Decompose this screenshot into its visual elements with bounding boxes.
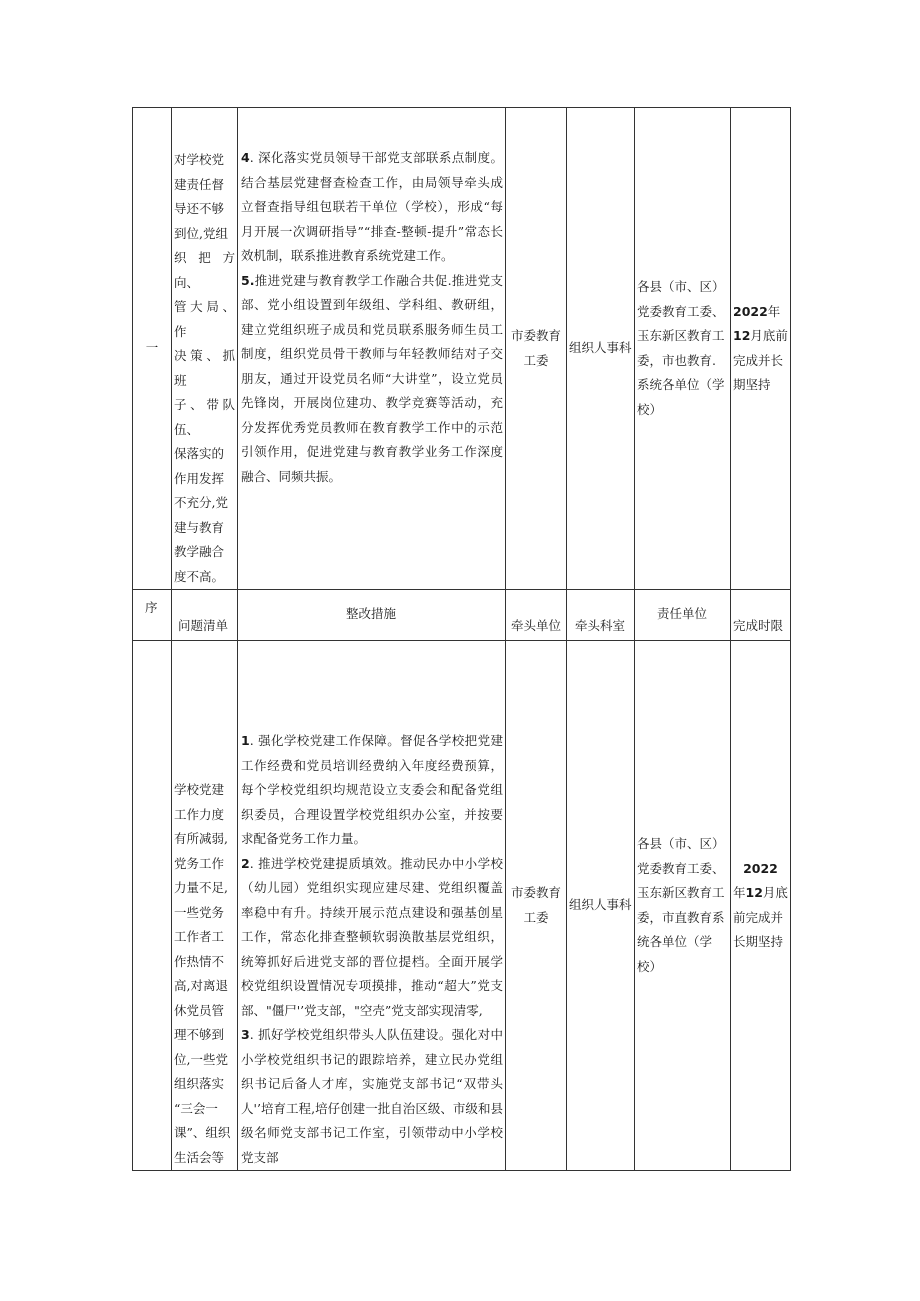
row1-responsible: 各县（市、区）党委教育工委、玉东新区教育工委，市也教育.系统各单位（学校） — [635, 108, 731, 590]
table-row — [133, 108, 791, 590]
row1-issue-line: 到位,党组 — [174, 225, 228, 241]
table-header-row — [133, 590, 791, 641]
row1-issue-line: 教学融合 — [174, 544, 225, 559]
row1-issue — [172, 108, 238, 590]
row2-issue-lines — [174, 778, 235, 1170]
row2-issue-line: 高,对离退 — [174, 978, 228, 993]
row2-issue-line: 课”、组织 — [174, 1125, 231, 1140]
row2-issue-line: 生活会等 — [174, 1149, 225, 1165]
row2-issue-line: 位,一些党 — [174, 1051, 228, 1067]
row1-issue-line: 建与教育 — [174, 519, 225, 535]
row1-issue-line: 管大局、作 — [174, 299, 235, 339]
row2-issue-line: 工作力度 — [174, 806, 225, 822]
header-issue: 问题清单 — [172, 590, 238, 641]
row2-issue-line: 党务工作 — [174, 855, 225, 871]
row2-issue-line: 一些党务 — [174, 904, 225, 920]
row2-issue-line: 休党员管 — [174, 1002, 225, 1018]
rectification-table — [132, 107, 791, 1171]
row1-measures — [238, 108, 506, 590]
row2-issue-line: 组织落实 — [174, 1076, 225, 1091]
row2-issue-line: 工作者工 — [174, 929, 225, 944]
row1-lead-section: 组织人事科 — [567, 108, 635, 590]
header-responsible: 责任单位 — [635, 590, 731, 641]
header-deadline: 完成时限 — [731, 590, 791, 641]
row2-responsible: 各县（市、区）党委教育工委、玉东新区教育工委，市直教育系统各单位（学校） — [635, 641, 731, 1171]
row1-issue-line: 导还不够 — [174, 201, 225, 216]
row2-lead-unit: 市委教育工委 — [506, 641, 567, 1171]
row1-issue-line: 作用发挥 — [174, 470, 225, 486]
row2-issue-line: “三会一 — [174, 1100, 218, 1116]
row1-issue-line: 子、带队伍、 — [174, 397, 235, 437]
row1-issue-line: 保落实的 — [174, 446, 225, 461]
header-lead-section: 牵头科室 — [567, 590, 635, 641]
row1-issue-line: 对学校党 — [174, 152, 225, 167]
row1-lead-unit: 市委教育工委 — [506, 108, 567, 590]
row1-measure-4: 4. 深化落实党员领导干部党支部联系点制度。结合基层党建督查检查工作，由局领导牵头成立督查指导组包联若干单位（学校），形成“每月开展一次调研指导”“排查-整顿-提升”常态长效机制，联系推进教育系统党建工作。 — [241, 150, 503, 263]
row2-issue-line: 学校党建 — [174, 782, 225, 797]
row1-issue-lines — [174, 148, 235, 589]
row2-measure-2: 2. 推进学校党建提质填效。推动民办中小学校（幼儿园）党组织实现应建尽建、党组织覆盖率稳中有升。持续开展示范点建设和强基创星工作，常态化排查整顿软弱涣散基层党组织，统筹抓好后进党支部的晋位提档。全面开展学校党组织设置情况专项摸排，推动“超大”党支部、"僵尸'’党支部，"空壳”党支部实现清零, — [241, 855, 503, 1018]
row2-seq — [133, 641, 172, 1171]
row2-issue — [172, 641, 238, 1171]
row2-measures — [238, 641, 506, 1171]
table-row — [133, 641, 791, 1171]
header-lead-unit: 牵头单位 — [506, 590, 567, 641]
row1-measure-5: 5.推进党建与教育教学工作融合共促.推进党支部、党小组设置到年级组、学科组、教研组，建立党组织班子成员和党员联系服务师生员工制度，组织党员骨干教师与年轻教师结对子交朋友，通过开设党员名师“大讲堂”，设立党员先锋岗，开展岗位建功、教学竞赛等活动，充分发挥优秀党员教师在教育教学工作中的示范引领作用，促进党建与教育教学业务工作深度融合、同频共振。 — [241, 272, 503, 484]
row2-measure-1: 1. 强化学校党建工作保障。督促各学校把党建工作经费和党员培训经费纳入年度经费预算，每个学校党组织均规范设立支委会和配备党组织委员，合理设置学校党组织办公室，并按要求配备党务工作力量。 — [241, 733, 503, 846]
row1-issue-line: 建责任督 — [174, 176, 225, 192]
row2-issue-line: 力量不足, — [174, 880, 228, 895]
row1-issue-line: 不充分,党 — [174, 495, 228, 510]
row2-issue-line: 作热情不 — [174, 953, 225, 969]
row2-measure-3: 3. 抓好学校党组织带头人队伍建设。强化对中小学校党组织书记的跟踪培养，建立民办党组织书记后备人才库，实施党支部书记“双带头人'’培育工程,培仔创建一批自治区级、市级和县级名师党支部书记工作室，引领带动中小学校党支部 — [241, 1027, 503, 1165]
header-seq: 序 — [133, 590, 172, 641]
row1-deadline: 2022年 12月底前完成并长期坚持 — [731, 108, 791, 590]
row1-seq: 一 — [133, 108, 172, 590]
row2-issue-line: 理不够到 — [174, 1027, 225, 1042]
row1-issue-line: 度不高。 — [174, 568, 225, 584]
row1-issue-line: 决策、抓班 — [174, 348, 235, 388]
row1-issue-line: 织把方向、 — [174, 250, 235, 290]
row2-issue-line: 有所减弱, — [174, 831, 228, 846]
row2-deadline: 2022 年12月底前完成并长期坚持 — [731, 641, 791, 1171]
row2-lead-section: 组织人事科 — [567, 641, 635, 1171]
header-measures: 整改措施 — [238, 590, 506, 641]
